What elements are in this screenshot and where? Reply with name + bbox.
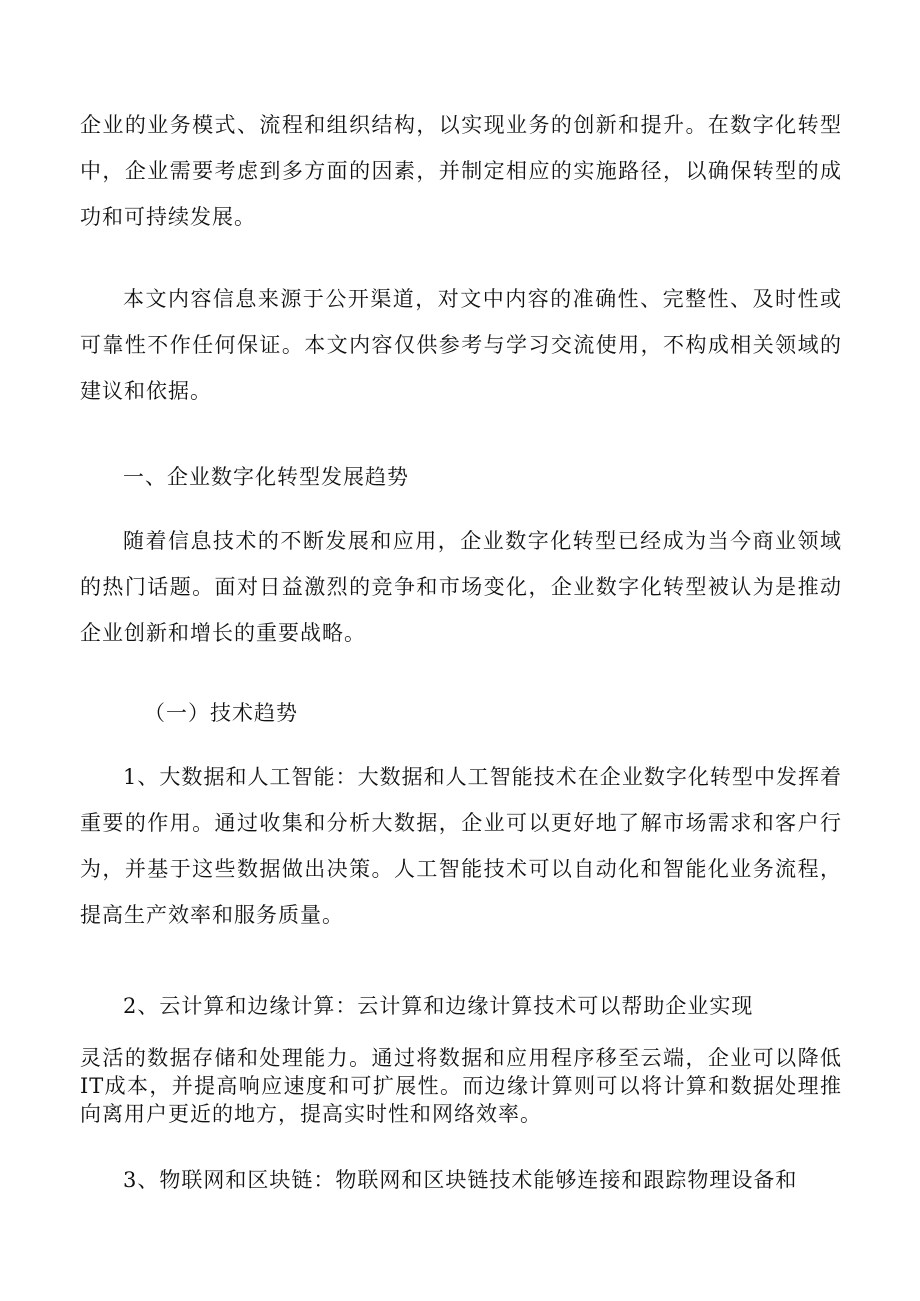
iot-blockchain-paragraph: 3、物联网和区块链：物联网和区块链技术能够连接和跟踪物理设备和 <box>123 1168 798 1192</box>
cloud-edge-paragraph-first-line: 2、云计算和边缘计算：云计算和边缘计算技术可以帮助企业实现 <box>123 994 754 1018</box>
cloud-edge-paragraph-rest: 灵活的数据存储和处理能力。通过将数据和应用程序移至云端，企业可以降低IT成本，并提高响应速度和可扩展性。而边缘计算则可以将计算和数据处理推向离用户更近的地方，提高实时性和网络效率。 <box>80 1046 842 1126</box>
section-heading: 一、企业数字化转型发展趋势 <box>123 465 409 489</box>
bigdata-ai-paragraph: 1、大数据和人工智能：大数据和人工智能技术在企业数字化转型中发挥着重要的作用。通过收集和分析大数据，企业可以更好地了解市场需求和客户行为，并基于这些数据做出决策。人工智能技术可以自动化和智能化业务流程，提高生产效率和服务质量。 <box>80 765 842 927</box>
section-intro-paragraph: 随着信息技术的不断发展和应用，企业数字化转型已经成为当今商业领域的热门话题。面对日益激烈的竞争和市场变化，企业数字化转型被认为是推动企业创新和增长的重要战略。 <box>80 529 842 645</box>
disclaimer-paragraph: 本文内容信息来源于公开渠道，对文中内容的准确性、完整性、及时性或可靠性不作任何保证。本文内容仅供参考与学习交流使用，不构成相关领域的建议和依据。 <box>80 287 842 403</box>
subsection-heading: （一）技术趋势 <box>144 701 298 725</box>
intro-paragraph-continued: 企业的业务模式、流程和组织结构，以实现业务的创新和提升。在数字化转型中，企业需要考虑到多方面的因素，并制定相应的实施路径，以确保转型的成功和可持续发展。 <box>80 113 842 229</box>
